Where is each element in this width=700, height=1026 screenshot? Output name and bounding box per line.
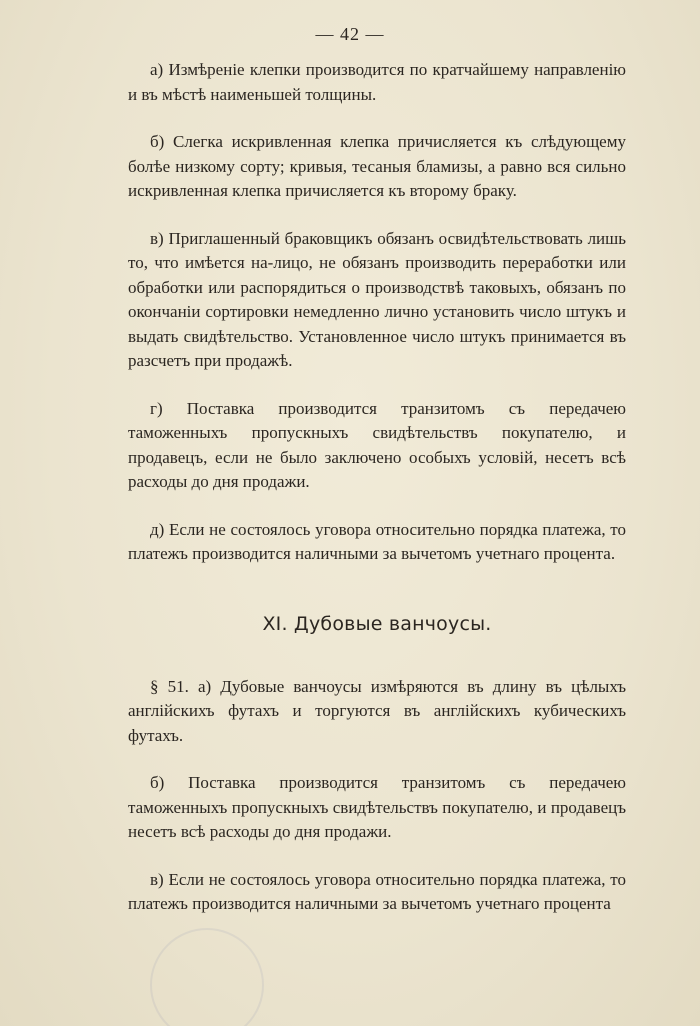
- section-51-paragraph-b: б) Поставка производится транзитомъ съ передачею таможенныхъ пропускныхъ свидѣтельствъ покупателю, и продавецъ несетъ всѣ расходы до дня продажи.: [128, 773, 626, 841]
- page-number: — 42 —: [315, 24, 385, 44]
- section-51-paragraph-v: в) Если не состоялось уговора относительно порядка платежа, то платежъ производится наличными за вычетомъ учетнаго процента: [128, 869, 626, 913]
- paragraph-g: г) Поставка производится транзитомъ съ передачею таможенныхъ пропускныхъ свидѣтельствъ покупателю, и продавецъ, если не было заключено особыхъ условій, несетъ всѣ расходы до дня продажи.: [128, 398, 626, 491]
- faded-library-stamp: [150, 928, 264, 1026]
- paragraph-v: в) Приглашенный браковщикъ обязанъ освидѣтельствовать лишь то, что имѣется на-лицо, не обязанъ производить переработки или обработки или распорядиться о производствѣ таковыхъ, обязанъ по окончаніи сортировки немедленно лично установить число штукъ и выдать свидѣтельство. Установленное число штукъ принимается въ разсчетъ при продажѣ.: [128, 228, 626, 370]
- paragraph-b: б) Слегка искривленная клепка причисляется къ слѣдующему болѣе низкому сорту; кривыя, тесаныя бламизы, а равно вся сильно искривленная клепка причисляется къ второму браку.: [128, 132, 626, 200]
- page-content: [128, 58, 626, 940]
- section-title: XI. Дубовые ванчоусы.: [262, 612, 492, 635]
- paragraph-d: д) Если не состоялось уговора относительно порядка платежа, то платежъ производится наличными за вычетомъ учетнаго процента.: [128, 519, 626, 563]
- paragraph-a: а) Измѣреніе клепки производится по кратчайшему направленію и въ мѣстѣ наименьшей толщины.: [128, 60, 626, 104]
- section-51-paragraph-a: § 51. а) Дубовые ванчоусы измѣряются въ длину въ цѣлыхъ англійскихъ футахъ и торгуются въ англійскихъ кубическихъ футахъ.: [128, 676, 626, 745]
